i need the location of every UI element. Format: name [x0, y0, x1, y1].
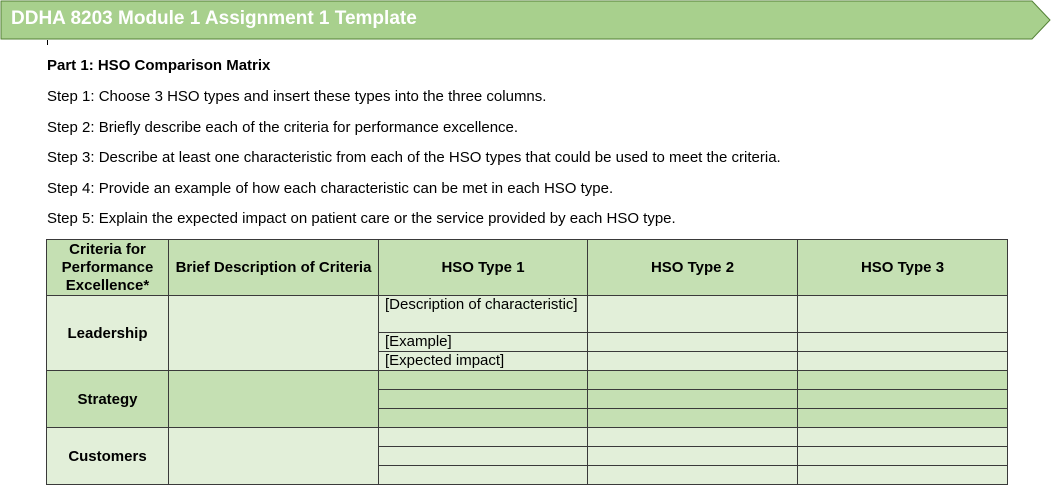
strategy-description-cell[interactable]: [169, 371, 379, 428]
leadership-type2-impact[interactable]: [588, 352, 798, 371]
customers-type1-impact[interactable]: [379, 466, 588, 485]
customers-type3-characteristic[interactable]: [798, 428, 1008, 447]
step-2: Step 2: Briefly describe each of the criteria for performance excellence.: [47, 119, 519, 136]
criteria-strategy: Strategy: [47, 371, 169, 428]
header-criteria: Criteria for Performance Excellence*: [47, 240, 169, 296]
strategy-type2-example[interactable]: [588, 390, 798, 409]
title-banner: [0, 0, 1054, 40]
leadership-type2-example[interactable]: [588, 333, 798, 352]
customers-type2-characteristic[interactable]: [588, 428, 798, 447]
customers-type3-impact[interactable]: [798, 466, 1008, 485]
table-row: [47, 371, 1008, 390]
step-1: Step 1: Choose 3 HSO types and insert these types into the three columns.: [47, 88, 547, 105]
header-hso-type-1[interactable]: HSO Type 1: [379, 240, 588, 296]
customers-type3-example[interactable]: [798, 447, 1008, 466]
leadership-type3-impact[interactable]: [798, 352, 1008, 371]
strategy-type2-impact[interactable]: [588, 409, 798, 428]
header-hso-type-3[interactable]: HSO Type 3: [798, 240, 1008, 296]
strategy-type1-example[interactable]: [379, 390, 588, 409]
strategy-type3-example[interactable]: [798, 390, 1008, 409]
table-header-row: [47, 240, 1008, 296]
customers-type2-impact[interactable]: [588, 466, 798, 485]
step-4: Step 4: Provide an example of how each characteristic can be met in each HSO type.: [47, 180, 614, 197]
cursor-tick: [47, 40, 48, 45]
leadership-type1-characteristic[interactable]: [Description of characteristic]: [379, 296, 588, 333]
leadership-type1-example[interactable]: [Example]: [379, 333, 588, 352]
customers-type1-example[interactable]: [379, 447, 588, 466]
criteria-leadership: Leadership: [47, 296, 169, 371]
leadership-type2-characteristic[interactable]: [588, 296, 798, 333]
leadership-description-cell[interactable]: [169, 296, 379, 371]
customers-description-cell[interactable]: [169, 428, 379, 485]
strategy-type3-impact[interactable]: [798, 409, 1008, 428]
strategy-type1-impact[interactable]: [379, 409, 588, 428]
table-row: [47, 296, 1008, 333]
header-description: Brief Description of Criteria: [169, 240, 379, 296]
leadership-type3-characteristic[interactable]: [798, 296, 1008, 333]
document-title: DDHA 8203 Module 1 Assignment 1 Template: [11, 8, 417, 29]
part-title: Part 1: HSO Comparison Matrix: [47, 57, 271, 74]
step-5: Step 5: Explain the expected impact on patient care or the service provided by each HSO type.: [47, 210, 676, 227]
step-3: Step 3: Describe at least one characteristic from each of the HSO types that could be used to meet the criteria.: [47, 149, 781, 166]
leadership-type1-impact[interactable]: [Expected impact]: [379, 352, 588, 371]
criteria-customers: Customers: [47, 428, 169, 485]
leadership-type3-example[interactable]: [798, 333, 1008, 352]
hso-comparison-matrix: [46, 239, 1008, 485]
strategy-type2-characteristic[interactable]: [588, 371, 798, 390]
strategy-type1-characteristic[interactable]: [379, 371, 588, 390]
table-row: [47, 428, 1008, 447]
header-hso-type-2[interactable]: HSO Type 2: [588, 240, 798, 296]
customers-type2-example[interactable]: [588, 447, 798, 466]
strategy-type3-characteristic[interactable]: [798, 371, 1008, 390]
customers-type1-characteristic[interactable]: [379, 428, 588, 447]
